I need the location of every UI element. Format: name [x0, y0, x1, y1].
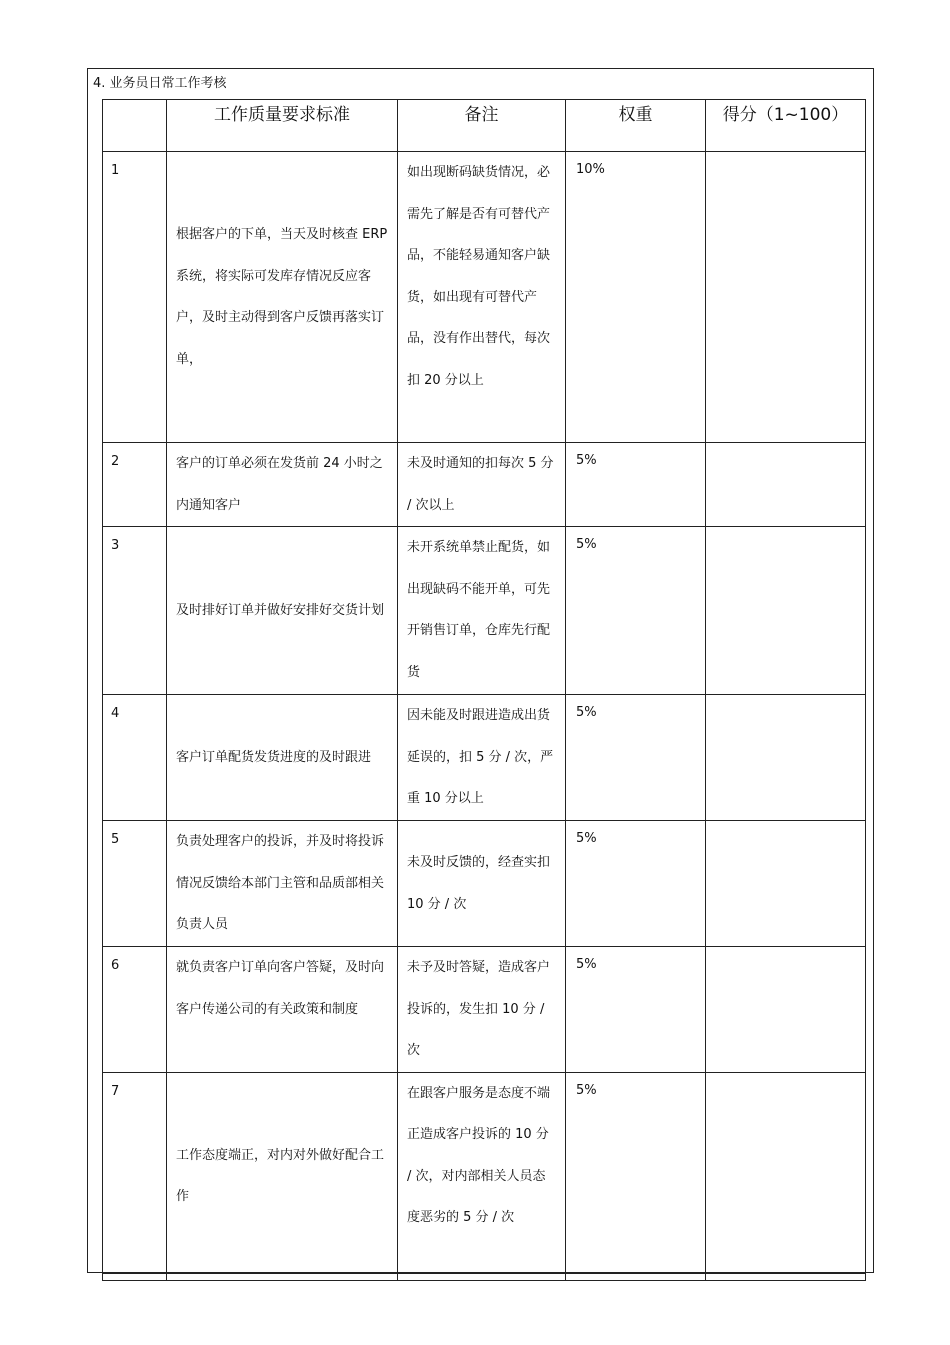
row-number: 7 [103, 1072, 167, 1280]
row-remark: 未及时通知的扣每次 5 分 / 次以上 [398, 443, 566, 527]
row-remark: 因未能及时跟进造成出货延误的，扣 5 分 / 次，严重 10 分以上 [398, 695, 566, 821]
row-score-cell[interactable] [706, 443, 866, 527]
row-weight: 5% [566, 695, 706, 821]
table-row [103, 152, 866, 443]
row-standard: 根据客户的下单，当天及时核查 ERP 系统，将实际可发库存情况反应客户，及时主动得到客户反馈再落实订单， [167, 152, 398, 443]
row-number: 2 [103, 443, 167, 527]
row-weight: 5% [566, 821, 706, 947]
row-remark: 未及时反馈的，经查实扣 10 分 / 次 [398, 821, 566, 947]
row-number: 4 [103, 695, 167, 821]
table-row [103, 947, 866, 1073]
row-standard: 负责处理客户的投诉，并及时将投诉情况反馈给本部门主管和品质部相关负责人员 [167, 821, 398, 947]
row-number: 6 [103, 947, 167, 1073]
header-blank [103, 100, 167, 152]
row-remark: 在跟客户服务是态度不端正造成客户投诉的 10 分 / 次，对内部相关人员态度恶劣的 5 分 / 次 [398, 1072, 566, 1280]
row-remark: 未予及时答疑，造成客户投诉的，发生扣 10 分 / 次 [398, 947, 566, 1073]
row-standard: 及时排好订单并做好安排好交货计划 [167, 527, 398, 695]
row-score-cell[interactable] [706, 947, 866, 1073]
table-row [103, 527, 866, 695]
row-weight: 5% [566, 527, 706, 695]
row-score-cell[interactable] [706, 152, 866, 443]
row-number: 1 [103, 152, 167, 443]
row-weight: 5% [566, 1072, 706, 1280]
header-score: 得分（1~100） [706, 100, 866, 152]
table-row [103, 1072, 866, 1280]
header-remark: 备注 [398, 100, 566, 152]
table-row [103, 821, 866, 947]
row-score-cell[interactable] [706, 695, 866, 821]
table-row [103, 443, 866, 527]
header-weight: 权重 [566, 100, 706, 152]
table-row [103, 695, 866, 821]
row-score-cell[interactable] [706, 527, 866, 695]
row-weight: 5% [566, 443, 706, 527]
row-weight: 5% [566, 947, 706, 1073]
row-score-cell[interactable] [706, 1072, 866, 1280]
row-remark: 如出现断码缺货情况，必需先了解是否有可替代产品，不能轻易通知客户缺货，如出现有可替代产品，没有作出替代，每次扣 20 分以上 [398, 152, 566, 443]
table-header-row [103, 100, 866, 152]
assessment-table [102, 99, 866, 1281]
row-standard: 客户订单配货发货进度的及时跟进 [167, 695, 398, 821]
row-score-cell[interactable] [706, 821, 866, 947]
row-remark: 未开系统单禁止配货，如出现缺码不能开单，可先开销售订单，仓库先行配货 [398, 527, 566, 695]
table-bottom-rule [102, 1272, 865, 1274]
section-title: 4. 业务员日常工作考核 [93, 76, 227, 91]
row-number: 3 [103, 527, 167, 695]
row-weight: 10% [566, 152, 706, 443]
row-standard: 客户的订单必须在发货前 24 小时之内通知客户 [167, 443, 398, 527]
row-standard: 就负责客户订单向客户答疑，及时向客户传递公司的有关政策和制度 [167, 947, 398, 1073]
header-standard: 工作质量要求标准 [167, 100, 398, 152]
row-standard: 工作态度端正，对内对外做好配合工作 [167, 1072, 398, 1280]
row-number: 5 [103, 821, 167, 947]
